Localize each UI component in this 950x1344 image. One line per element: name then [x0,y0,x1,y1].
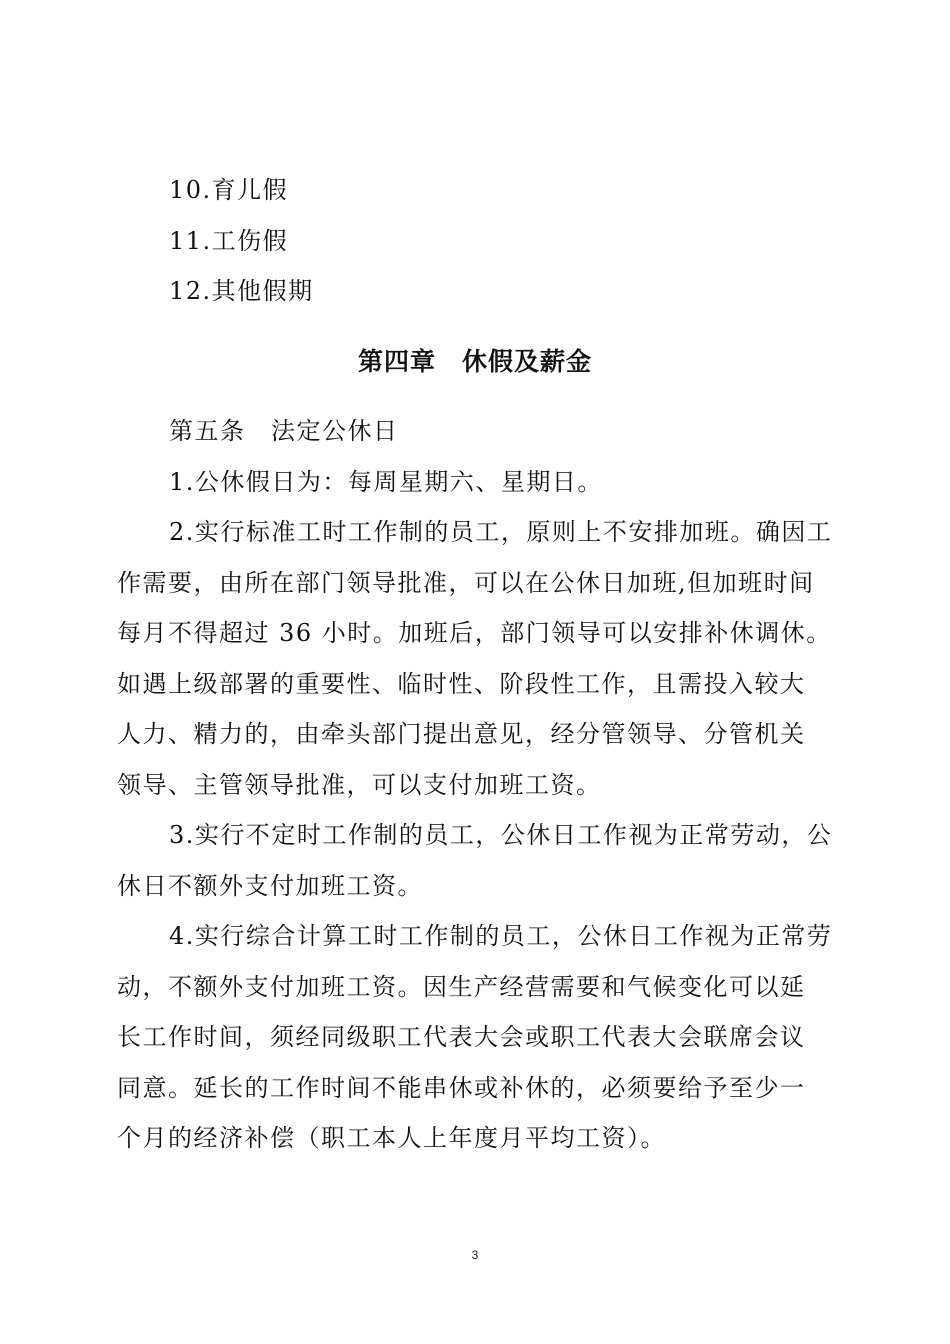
paragraph-line: 领导、主管领导批准，可以支付加班工资。 [117,770,602,799]
leave-type-list [117,165,835,317]
paragraph-line: 每月不得超过 36 小时。加班后，部门领导可以安排补休调休。 [117,619,832,647]
paragraph-line: 4.实行综合计算工时工作制的员工，公休日工作视为正常劳 [169,922,833,950]
paragraph-line: 同意。延长的工作时间不能串休或补休的，必须要给予至少一 [117,1073,806,1102]
paragraph-3 [117,810,835,911]
list-item: 10.育儿假 [169,176,289,204]
paragraph-4 [117,911,835,1164]
paragraph-line: 1.公休假日为：每周星期六、星期日。 [169,467,603,496]
paragraph-line: 3.实行不定时工作制的员工，公休日工作视为正常劳动，公 [169,821,833,849]
paragraph-line: 如遇上级部署的重要性、临时性、阶段性工作，且需投入较大 [117,669,806,698]
article-heading: 第五条 法定公休日 [169,417,399,445]
paragraph-line: 作需要，由所在部门领导批准，可以在公休日加班,但加班时间 [117,568,815,597]
paragraph-line: 人力、精力的，由牵头部门提出意见，经分管领导、分管机关 [117,720,806,748]
paragraph-2 [117,507,835,810]
chapter-title: 第四章 休假及薪金 [357,347,592,376]
paragraph-line: 2.实行标准工时工作制的员工，原则上不安排加班。确因工 [169,518,833,546]
paragraph-line: 长工作时间，须经同级职工代表大会或职工代表大会联席会议 [117,1023,806,1051]
paragraph-line: 休日不额外支付加班工资。 [117,871,423,900]
paragraph-line: 动，不额外支付加班工资。因生产经营需要和气候变化可以延 [117,972,806,1001]
paragraph-line: 个月的经济补偿（职工本人上年度月平均工资）。 [117,1124,666,1152]
paragraph-1 [117,457,835,508]
list-item: 11.工伤假 [169,226,289,255]
article-section [117,406,835,1164]
list-item: 12.其他假期 [169,277,314,305]
page-number: 3 [471,1248,479,1262]
